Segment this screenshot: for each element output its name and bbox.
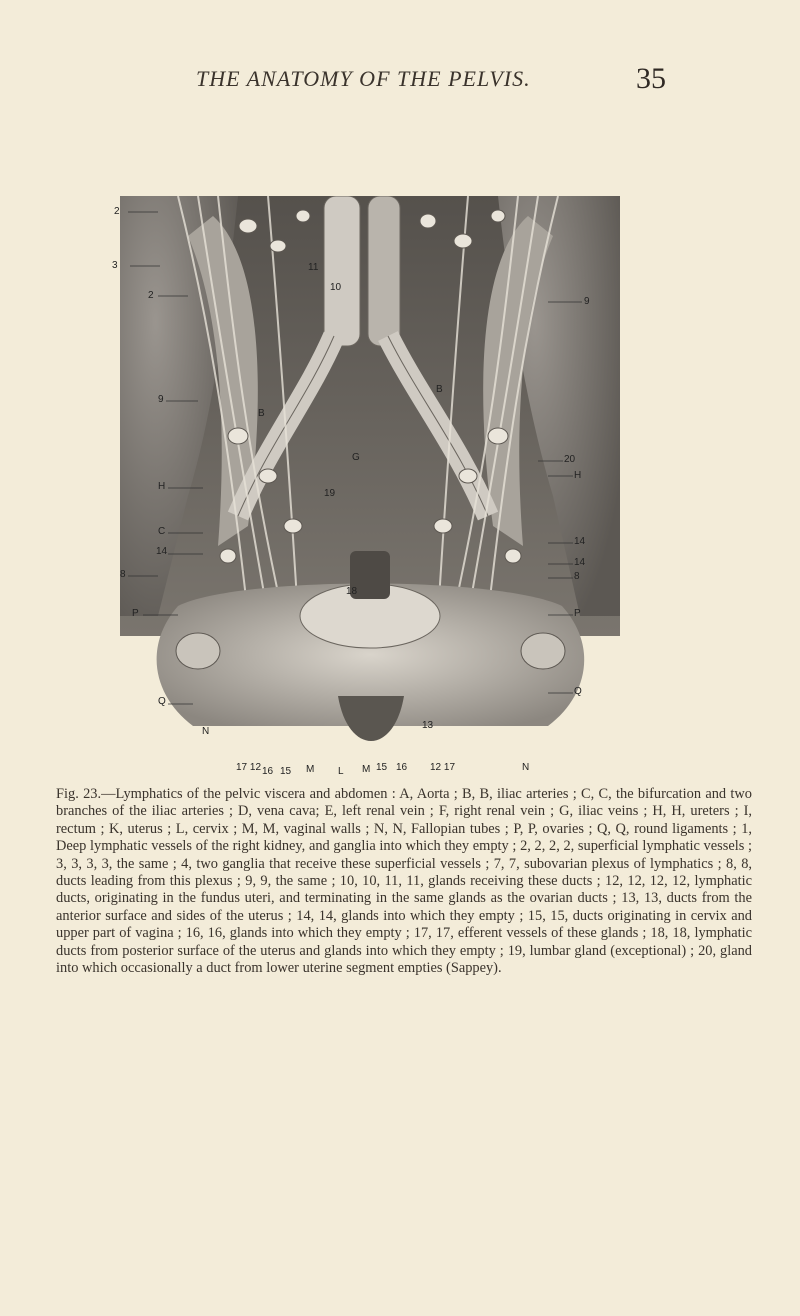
fig-label-left: 2 xyxy=(148,290,154,301)
page-header xyxy=(0,62,800,102)
vena-cava xyxy=(368,196,400,346)
fig-label-interior: 11 xyxy=(308,262,319,273)
fig-label-left: Q xyxy=(158,696,166,707)
fig-label-left: 9 xyxy=(158,394,164,405)
fig-label-left: 14 xyxy=(156,546,168,557)
fig-label-right: P xyxy=(574,608,581,619)
fig-label-bottom: 16 xyxy=(396,762,408,773)
fig-label-right: H xyxy=(574,470,582,481)
fig-label-interior: B xyxy=(436,384,443,395)
fig-label-right: 20 xyxy=(564,454,576,465)
cervix xyxy=(338,696,404,741)
fig-label-left: C xyxy=(158,526,166,537)
fig-label-bottom: 15 xyxy=(376,762,388,773)
fig-label-interior: 10 xyxy=(330,282,342,293)
fig-label-bottom: 12 17 xyxy=(430,762,456,773)
fig-label-bottom: 17 12 xyxy=(236,762,262,773)
left-ovary xyxy=(176,633,220,669)
fig-label-interior: 18 xyxy=(346,586,358,597)
fig-label-bottom: M xyxy=(362,764,371,775)
page-number: 35 xyxy=(636,62,666,95)
fig-label-left: 2 xyxy=(114,206,120,217)
aorta xyxy=(324,196,360,346)
fig-label-bottom: 16 xyxy=(262,766,274,777)
fig-label-interior: G xyxy=(352,452,360,463)
anatomical-figure xyxy=(112,196,622,777)
fig-label-right: Q xyxy=(574,686,582,697)
fig-label-interior: 13 xyxy=(422,720,434,731)
fig-label-right: N xyxy=(522,762,530,773)
fig-label-left: N xyxy=(202,726,210,737)
fig-label-left: H xyxy=(158,481,166,492)
right-ovary xyxy=(521,633,565,669)
fig-label-right: 14 xyxy=(574,536,586,547)
fig-label-left: P xyxy=(132,608,139,619)
fig-label-left: 3 xyxy=(112,260,118,271)
running-title: THE ANATOMY OF THE PELVIS. xyxy=(196,66,531,91)
fig-label-bottom: L xyxy=(338,766,344,777)
fig-label-bottom: 15 xyxy=(280,766,292,777)
fig-label-bottom: M xyxy=(306,764,315,775)
fig-label-right: 8 xyxy=(574,571,580,582)
fig-label-right: 9 xyxy=(584,296,590,307)
figure-caption: Fig. 23.—Lymphatics of the pelvic viscera and abdomen : A, Aorta ; B, B, iliac arteries ; C, C, the bifurcation and two branches of the iliac arteries ; D, vena cava; E, left renal vein ; F, right renal vein ; G, iliac veins ; H, H, ureters ; I, rectum ; K, uterus ; L, cervix ; M, M, vaginal walls ; N, N, Fallopian tubes ; P, P, ovaries ; Q, Q, round ligaments ; 1, Deep lymphatic vessels of the right kidney, and ganglia into which they empty ; 2, 2, 2, 2, superficial lymphatic vessels ; 3, 3, 3, 3, the same ; 4, two ganglia that receive these superficial vessels ; 7, 7, subovarian plexus of lymphatics ; 8, 8, ducts leading from this plexus ; 9, 9, the same ; 10, 10, 11, 11, glands receiving these ducts ; 12, 12, 12, 12, lymphatic ducts, originating in the fundus uteri, and terminating in the same glands as the ovarian ducts ; 13, 13, ducts from the anterior surface and sides of the uterus ; 14, 14, glands into which they empty ; 15, 15, ducts originating in cervix and upper part of vagina ; 16, 16, glands into which they empty ; 17, 17, efferent vessels of these glands ; 18, 18, lymphatic ducts from posterior surface of the uterus and glands into which they empty ; 19, lumbar gland (exceptional) ; 20, gland into which occasionally a duct from lower uterine segment empties (Sappey). xyxy=(56,786,752,977)
fig-label-interior: B xyxy=(258,408,265,419)
fig-label-interior: 19 xyxy=(324,488,336,499)
fig-label-right: 14 xyxy=(574,557,586,568)
fig-label-left: 8 xyxy=(120,569,126,580)
figure-illustration xyxy=(118,196,622,776)
